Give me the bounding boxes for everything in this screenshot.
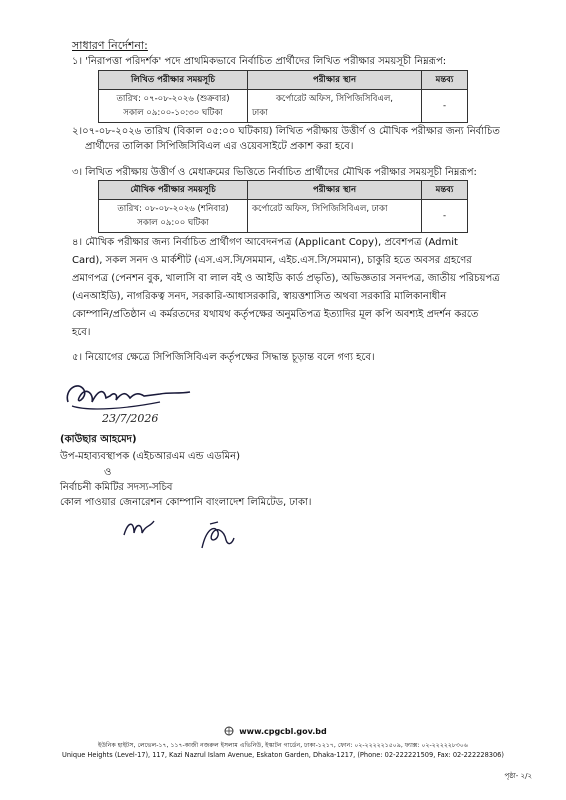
- instruction-4-line: কোম্পানি/প্রতিষ্ঠান এ কর্মরতদের যথাযথ কর্তৃপক্ষের অনুমতিপত্র ইত্যাদির মূল কপি অবশ্যই প্রদর্শন করতে: [72, 309, 479, 320]
- exam-place-city: ঢাকা: [252, 108, 268, 118]
- table-row: [99, 90, 468, 123]
- table-header: মন্তব্য: [422, 181, 468, 200]
- table-header: মৌখিক পরীক্ষার সময়সূচি: [99, 181, 248, 200]
- page-number: পৃষ্ঠা- ২/২: [504, 772, 532, 780]
- instruction-3: ৩। লিখিত পরীক্ষায় উত্তীর্ণ ও মেধাক্রমের ভিত্তিতে নির্বাচিত প্রার্থীদের মৌখিক পরীক্ষার সময়সূচী নিম্নরূপ:: [72, 167, 477, 178]
- exam-date: তারিখ: ০৮-০৮-২০২৬ (শনিবার): [117, 204, 229, 214]
- table-header: মন্তব্য: [422, 71, 468, 90]
- section-heading: সাধারণ নির্দেশনা:: [72, 39, 148, 52]
- table-cell: [99, 90, 248, 123]
- viva-exam-table: [98, 180, 468, 233]
- table-header: পরীক্ষার স্থান: [248, 71, 422, 90]
- table-header: পরীক্ষার স্থান: [248, 181, 422, 200]
- exam-time: সকাল ০৯:০০-১০:৩০ ঘটিকা: [123, 108, 223, 118]
- written-exam-table: [98, 70, 468, 123]
- footer-address-bn: ইউনিক হাইটস, লেভেল-১৭, ১১৭-কাজী নজরুল ইসলাম এভিনিউ, ইস্কাটন গার্ডেন, ঢাকা-১২১৭, ফোন: ০২-২২২২২১৫০৯, ফ্যাক্স: ০২-২২২২২৮৩০৬: [98, 742, 468, 749]
- table-cell-remark: -: [422, 90, 468, 123]
- instruction-4-line: প্রমাণপত্র (পেনশন বুক, খালাসি বা লাল বই ও আইডি কার্ড প্রভৃতি), অভিজ্ঞতার সনদপত্র, জাতীয় পরিচয়পত্র: [72, 273, 500, 284]
- table-cell: [99, 200, 248, 233]
- signatory-organization: কোল পাওয়ার জেনারেশন কোম্পানি বাংলাদেশ লিমিটেড, ঢাকা।: [60, 497, 312, 508]
- signatory-committee: নির্বাচনী কমিটির সদস্য-সচিব: [60, 482, 173, 493]
- instruction-2-line: প্রার্থীদের তালিকা সিপিজিসিবিএল এর ওয়েবসাইটে প্রকাশ করা হবে।: [85, 141, 354, 152]
- initial-mark: [120, 515, 160, 545]
- footer-address-en: Unique Heights (Level-17), 117, Kazi Nazrul Islam Avenue, Eskaton Garden, Dhaka-1217, (Phone: 02-222221509, Fax: 02-222228306): [62, 751, 504, 759]
- instruction-4: [72, 234, 512, 342]
- instruction-4-line: (এনআইডি), নাগরিকত্ব সনদ, সরকারি-আধাসরকারি, স্বায়ত্তশাসিত অথবা সরকারি মালিকানাধীন: [72, 291, 447, 302]
- signatory-title: উপ-মহাব্যবস্থাপক (এইচআরএম এন্ড এডমিন): [60, 451, 241, 462]
- exam-place: কর্পোরেট অফিস, সিপিজিসিবিএল, ঢাকা: [252, 204, 388, 214]
- instruction-2: [72, 124, 500, 154]
- signatory-and: ও: [104, 467, 112, 478]
- signatory-name: (কাউছার আহমেদ): [60, 434, 137, 445]
- table-cell: [248, 200, 422, 233]
- table-cell: [248, 90, 422, 123]
- instruction-2-line: ২।০৭-০৮-২০২৬ তারিখ (বিকাল ০৫:০০ ঘটিকায়) লিখিত পরীক্ষায় উত্তীর্ণ ও মৌখিক পরীক্ষার জন্য নির্বাচিত: [72, 126, 500, 137]
- exam-place: কর্পোরেট অফিস, সিপিজিসিবিএল,: [275, 94, 394, 104]
- instruction-1: ১। 'নিরাপত্তা পরিদর্শক' পদে প্রাথমিকভাবে নির্বাচিত প্রার্থীদের লিখিত পরীক্ষার সময়সূচী নিম্নরূপ:: [72, 56, 447, 67]
- instruction-4-line: ৪। মৌখিক পরীক্ষার জন্য নির্বাচিত প্রার্থীগণ আবেদনপত্র (Applicant Copy), প্রবেশপত্র (Admit: [72, 237, 458, 248]
- signature-date: 23/7/2026: [102, 412, 159, 425]
- exam-time: সকাল ০৯:০০ ঘটিকা: [137, 218, 209, 228]
- instruction-4-line: হবে।: [72, 327, 91, 338]
- table-header: লিখিত পরীক্ষার সময়সূচি: [99, 71, 248, 90]
- footer-url: www.cpgcbl.gov.bd: [239, 727, 327, 736]
- initial-mark: [196, 520, 236, 554]
- table-cell-remark: -: [422, 200, 468, 233]
- table-row: [99, 200, 468, 233]
- instruction-4-line: Card), সকল সনদ ও মার্কশীট (এস.এস.সি/সমমান, এইচ.এস.সি/সমমান), চাকুরি হতে অবসর গ্রহণের: [72, 255, 472, 266]
- exam-date: তারিখ: ০৭-০৮-২০২৬ (শুক্রবার): [116, 94, 230, 104]
- instruction-5: ৫। নিয়োগের ক্ষেত্রে সিপিজিসিবিএল কর্তৃপক্ষের সিদ্ধান্ত চূড়ান্ত বলে গণ্য হবে।: [72, 352, 375, 363]
